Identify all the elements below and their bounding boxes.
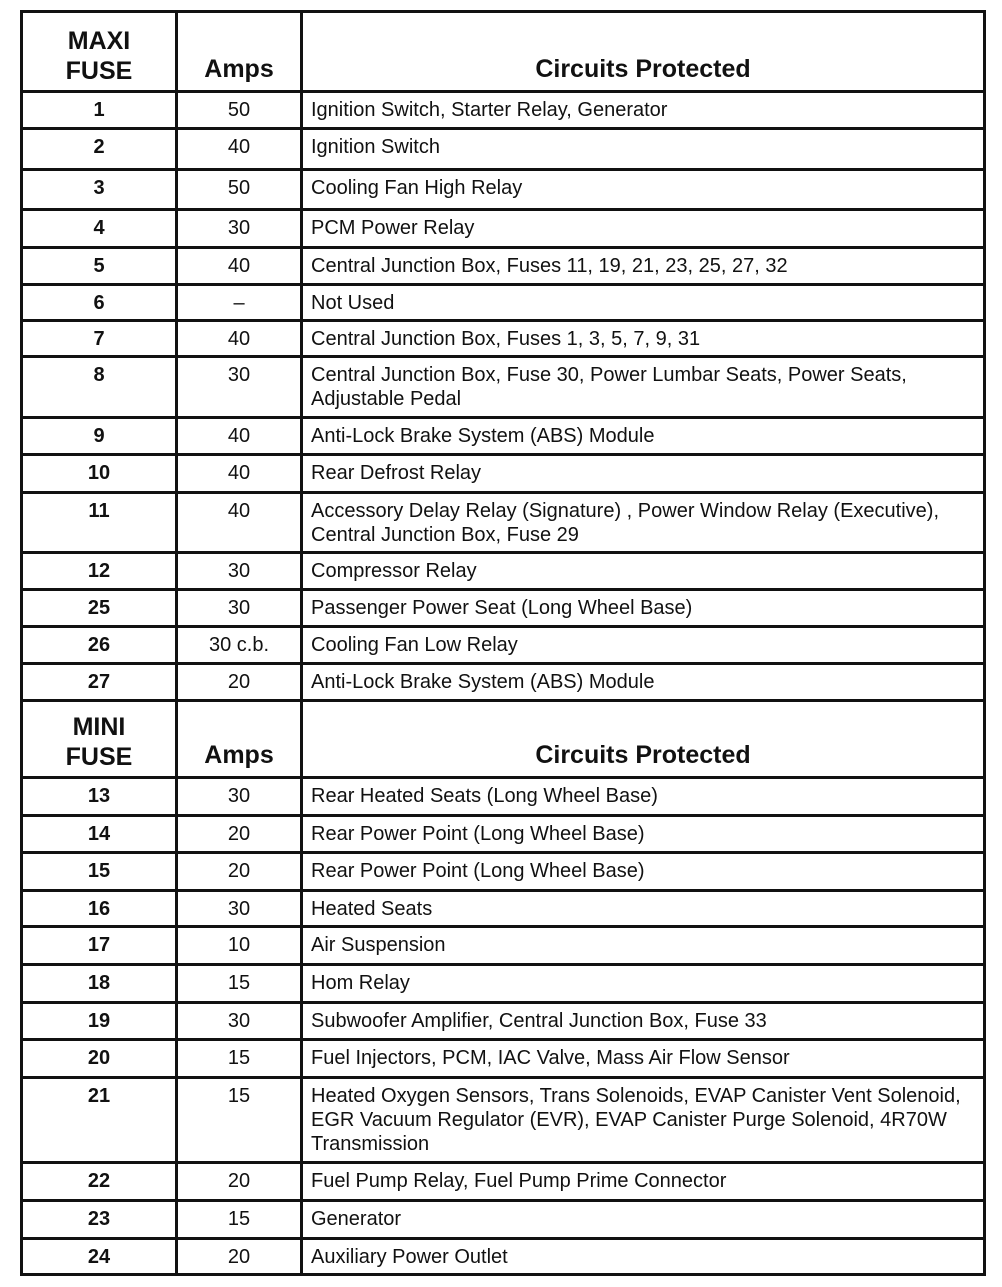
circuits-protected: Central Junction Box, Fuses 11, 19, 21, 23, 25, 27, 32 (302, 248, 985, 285)
amps-value: 15 (177, 1201, 302, 1239)
fuse-number: 11 (22, 493, 177, 553)
amps-value: 40 (177, 321, 302, 357)
circuits-protected: Ignition Switch (302, 129, 985, 170)
table-row (22, 1003, 985, 1040)
circuits-protected: Accessory Delay Relay (Signature) , Power Window Relay (Executive), Central Junction Box, Fuse 29 (302, 493, 985, 553)
table-row (22, 778, 985, 816)
table-row (22, 965, 985, 1003)
amps-header: Amps (177, 701, 302, 778)
amps-value: 30 (177, 357, 302, 418)
circuits-protected: Generator (302, 1201, 985, 1239)
fuse-number: 8 (22, 357, 177, 418)
fuse-number: 9 (22, 418, 177, 455)
circuits-protected: Anti-Lock Brake System (ABS) Module (302, 418, 985, 455)
table-row (22, 1201, 985, 1239)
table-row (22, 553, 985, 590)
fuse-number: 20 (22, 1040, 177, 1078)
fuse-number: 23 (22, 1201, 177, 1239)
circuits-protected: Anti-Lock Brake System (ABS) Module (302, 664, 985, 701)
amps-value: 40 (177, 418, 302, 455)
amps-value: 15 (177, 1078, 302, 1163)
amps-value: – (177, 285, 302, 321)
amps-value: 40 (177, 455, 302, 493)
fuse-number: 25 (22, 590, 177, 627)
circuits-header: Circuits Protected (302, 701, 985, 778)
table-row (22, 357, 985, 418)
circuits-protected: Passenger Power Seat (Long Wheel Base) (302, 590, 985, 627)
table-row (22, 210, 985, 248)
table-row (22, 891, 985, 927)
amps-value: 30 (177, 553, 302, 590)
amps-value: 15 (177, 1040, 302, 1078)
table-row (22, 418, 985, 455)
circuits-protected: Fuel Pump Relay, Fuel Pump Prime Connector (302, 1163, 985, 1201)
circuits-protected: Heated Oxygen Sensors, Trans Solenoids, EVAP Canister Vent Solenoid, EGR Vacuum Regulator (EVR), EVAP Canister Purge Solenoid, 4R70W Transmission (302, 1078, 985, 1163)
fuse-number: 27 (22, 664, 177, 701)
table-row (22, 627, 985, 664)
circuits-protected: PCM Power Relay (302, 210, 985, 248)
table-row (22, 321, 985, 357)
fuse-number: 2 (22, 129, 177, 170)
table-row (22, 927, 985, 965)
amps-value: 30 c.b. (177, 627, 302, 664)
circuits-protected: Air Suspension (302, 927, 985, 965)
fuse-table (20, 10, 986, 1276)
table-row (22, 816, 985, 853)
circuits-protected: Rear Heated Seats (Long Wheel Base) (302, 778, 985, 816)
amps-value: 30 (177, 891, 302, 927)
fuse-number: 14 (22, 816, 177, 853)
table-row (22, 853, 985, 891)
table-row (22, 1078, 985, 1163)
table-row (22, 590, 985, 627)
fuse-number: 26 (22, 627, 177, 664)
maxi-fuse-header: MAXI FUSE (22, 12, 177, 92)
fuse-number: 22 (22, 1163, 177, 1201)
fuse-number: 17 (22, 927, 177, 965)
amps-value: 20 (177, 664, 302, 701)
table-row (22, 285, 985, 321)
fuse-number: 24 (22, 1239, 177, 1275)
amps-value: 20 (177, 1239, 302, 1275)
circuits-protected: Rear Power Point (Long Wheel Base) (302, 853, 985, 891)
amps-header: Amps (177, 12, 302, 92)
amps-value: 50 (177, 92, 302, 129)
fuse-number: 5 (22, 248, 177, 285)
fuse-number: 4 (22, 210, 177, 248)
table-row (22, 170, 985, 210)
fuse-number: 12 (22, 553, 177, 590)
table-row (22, 1040, 985, 1078)
amps-value: 40 (177, 248, 302, 285)
fuse-number: 18 (22, 965, 177, 1003)
circuits-protected: Rear Defrost Relay (302, 455, 985, 493)
amps-value: 30 (177, 1003, 302, 1040)
amps-value: 50 (177, 170, 302, 210)
table-row (22, 1163, 985, 1201)
amps-value: 30 (177, 778, 302, 816)
amps-value: 15 (177, 965, 302, 1003)
circuits-protected: Rear Power Point (Long Wheel Base) (302, 816, 985, 853)
fuse-number: 15 (22, 853, 177, 891)
circuits-protected: Cooling Fan Low Relay (302, 627, 985, 664)
fuse-number: 3 (22, 170, 177, 210)
circuits-protected: Central Junction Box, Fuse 30, Power Lumbar Seats, Power Seats, Adjustable Pedal (302, 357, 985, 418)
fuse-number: 19 (22, 1003, 177, 1040)
fuse-number: 10 (22, 455, 177, 493)
fuse-number: 21 (22, 1078, 177, 1163)
table-row (22, 1239, 985, 1275)
amps-value: 20 (177, 853, 302, 891)
amps-value: 30 (177, 210, 302, 248)
fuse-number: 7 (22, 321, 177, 357)
amps-value: 20 (177, 1163, 302, 1201)
table-row (22, 493, 985, 553)
amps-value: 40 (177, 493, 302, 553)
table-row (22, 129, 985, 170)
table-row (22, 455, 985, 493)
circuits-protected: Central Junction Box, Fuses 1, 3, 5, 7, 9, 31 (302, 321, 985, 357)
circuits-protected: Ignition Switch, Starter Relay, Generator (302, 92, 985, 129)
fuse-number: 6 (22, 285, 177, 321)
circuits-header: Circuits Protected (302, 12, 985, 92)
circuits-protected: Subwoofer Amplifier, Central Junction Box, Fuse 33 (302, 1003, 985, 1040)
circuits-protected: Not Used (302, 285, 985, 321)
circuits-protected: Heated Seats (302, 891, 985, 927)
table-row (22, 248, 985, 285)
maxi-header-row (22, 12, 985, 92)
circuits-protected: Fuel Injectors, PCM, IAC Valve, Mass Air Flow Sensor (302, 1040, 985, 1078)
amps-value: 20 (177, 816, 302, 853)
mini-fuse-header: MINI FUSE (22, 701, 177, 778)
fuse-number: 1 (22, 92, 177, 129)
amps-value: 10 (177, 927, 302, 965)
table-row (22, 664, 985, 701)
fuse-number: 13 (22, 778, 177, 816)
amps-value: 30 (177, 590, 302, 627)
circuits-protected: Auxiliary Power Outlet (302, 1239, 985, 1275)
circuits-protected: Cooling Fan High Relay (302, 170, 985, 210)
table-row (22, 92, 985, 129)
amps-value: 40 (177, 129, 302, 170)
fuse-number: 16 (22, 891, 177, 927)
circuits-protected: Compressor Relay (302, 553, 985, 590)
mini-header-row (22, 701, 985, 778)
circuits-protected: Hom Relay (302, 965, 985, 1003)
